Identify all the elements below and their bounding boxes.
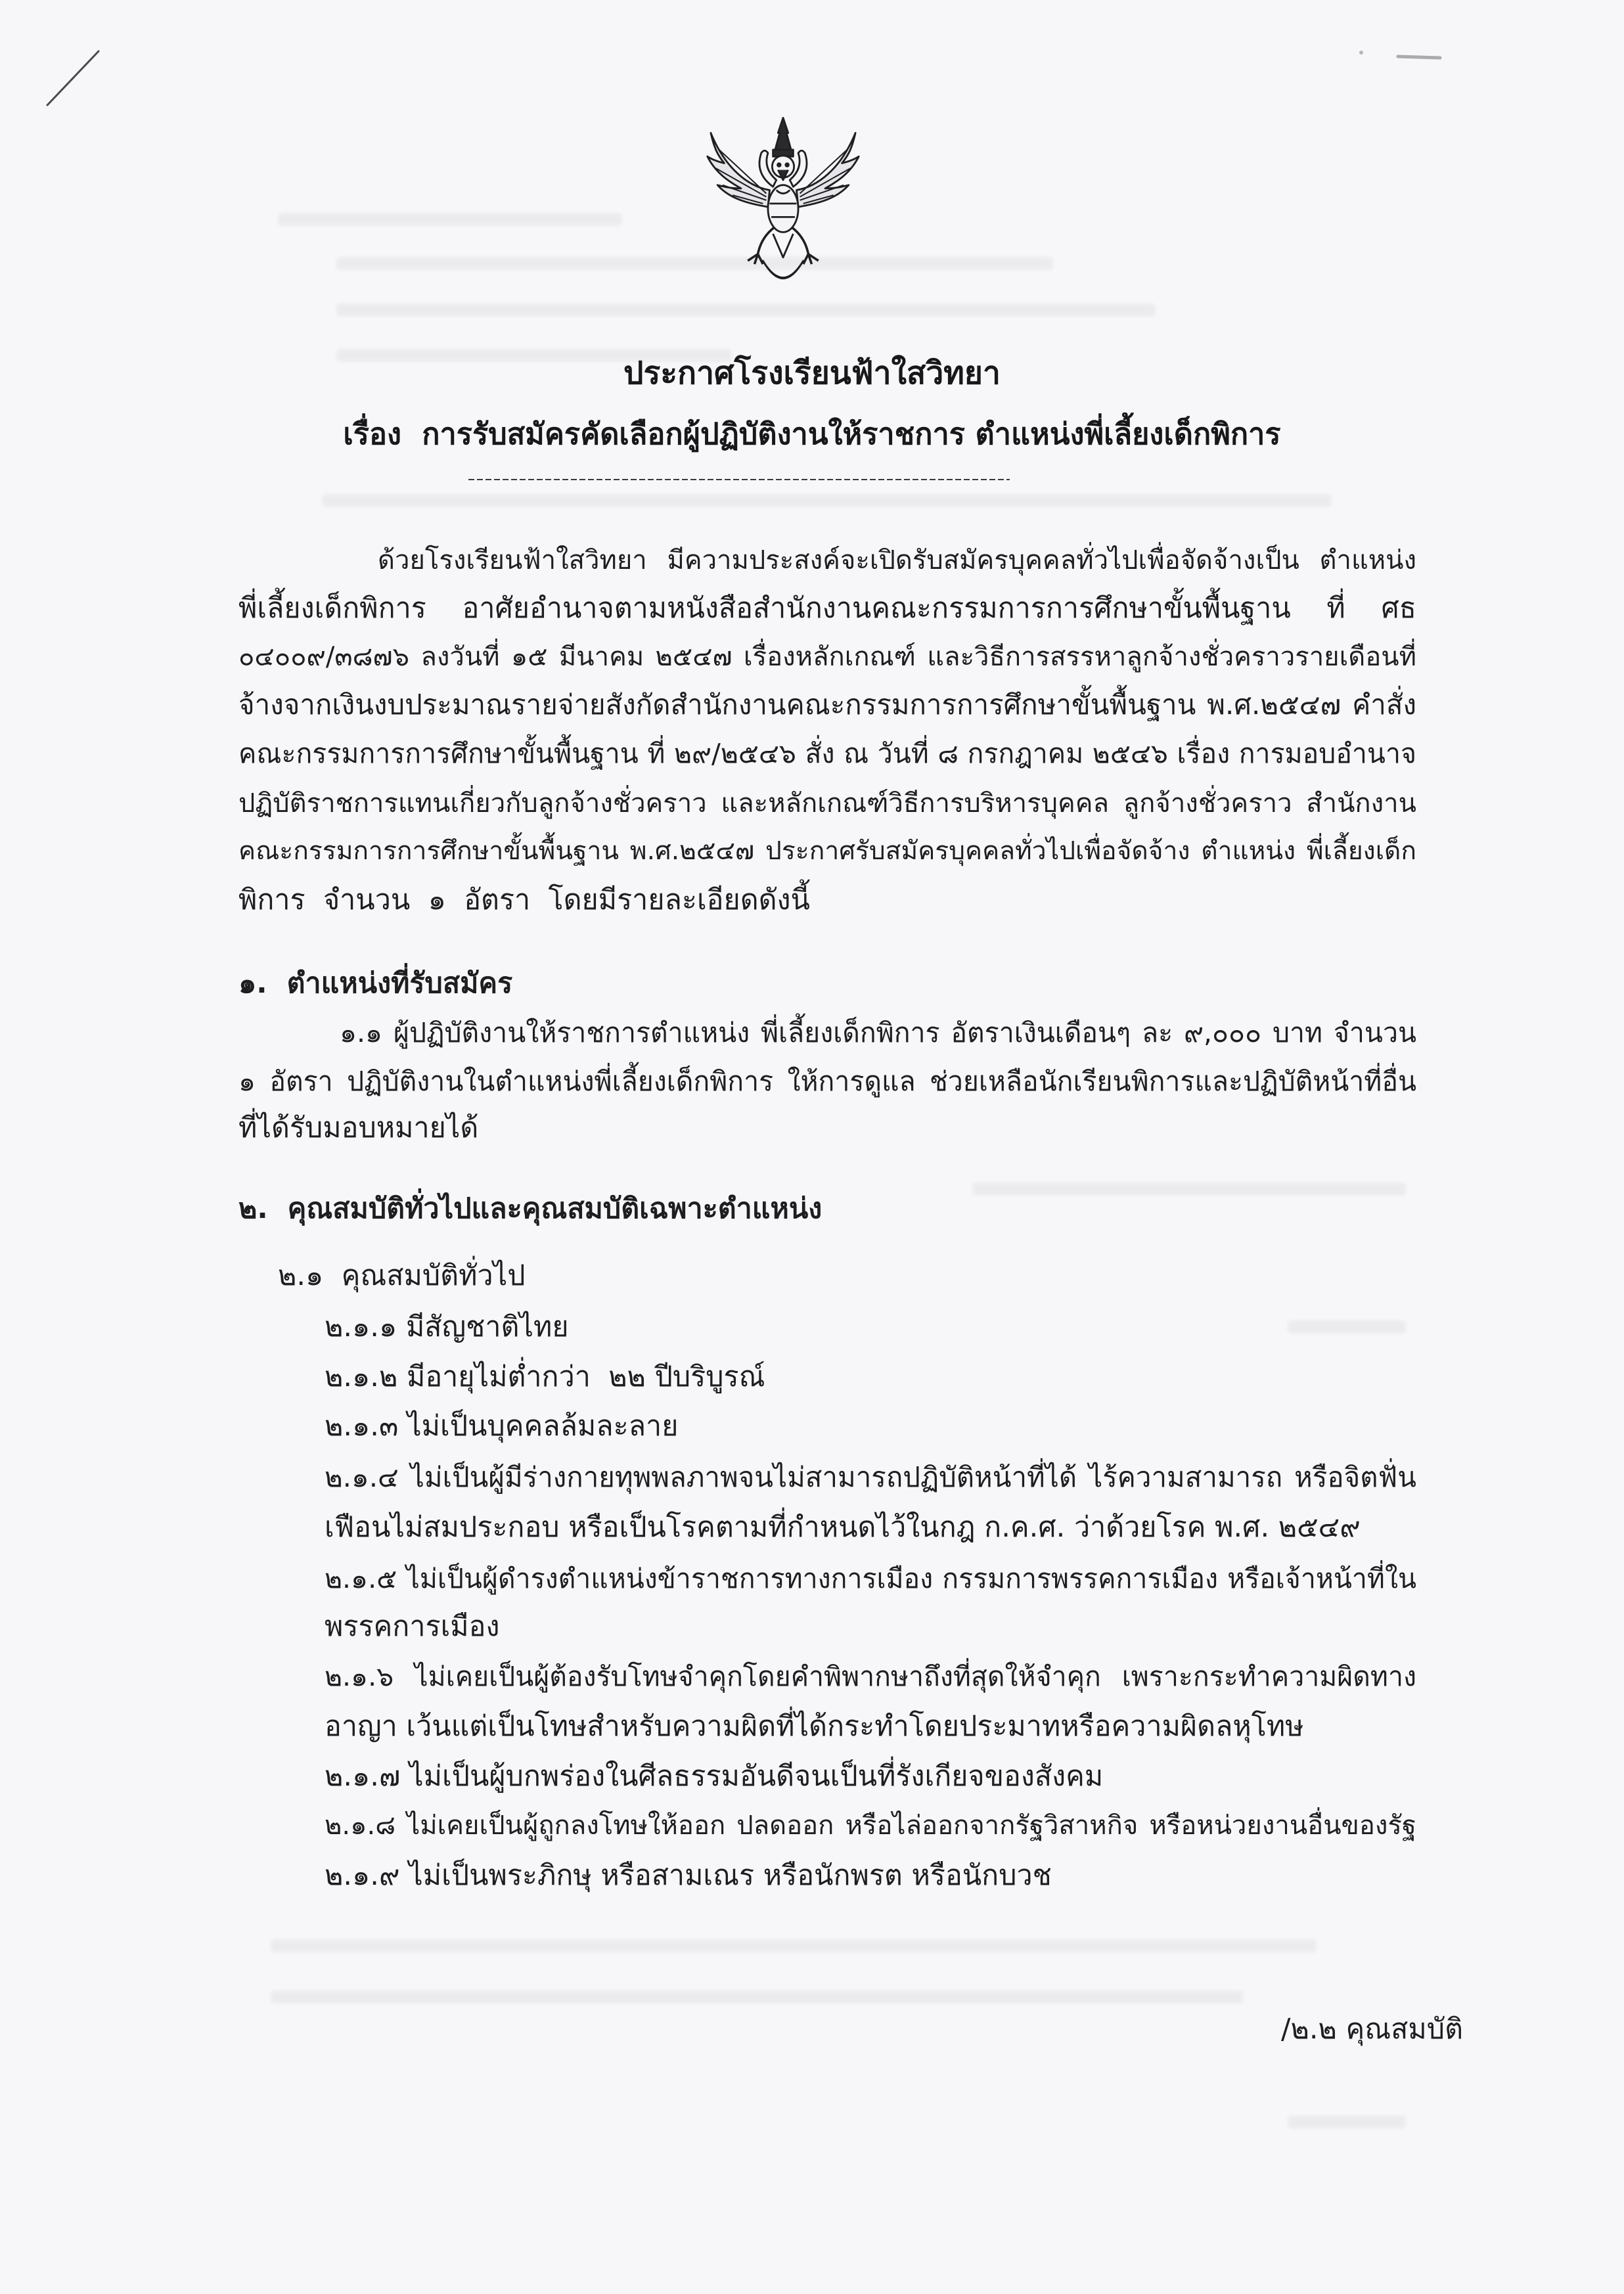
section-line: ๑ อัตรา ปฏิบัติงานในตำแหน่งพี่เลี้ยงเด็กพิการ ให้การดูแล ช่วยเหลือนักเรียนพิการและปฏิบัติหน้าที่อื่น: [238, 1066, 1416, 1097]
intro-line: คณะกรรมการการศึกษาขั้นพื้นฐาน ที่ ๒๙/๒๕๔๖ สั่ง ณ วันที่ ๘ กรกฎาคม ๒๕๔๖ เรื่อง การมอบอำนาจ: [238, 738, 1416, 769]
section-subheading: ๒.๑ คุณสมบัติทั่วไป: [278, 1259, 526, 1292]
qualification-line: ๒.๑.๕ ไม่เป็นผู้ดำรงตำแหน่งข้าราชการทางการเมือง กรรมการพรรคการเมือง หรือเจ้าหน้าที่ใน: [325, 1563, 1416, 1594]
qualification-line: ๒.๑.๑ มีสัญชาติไทย: [325, 1311, 569, 1343]
pen-mark: [47, 51, 99, 105]
qualification-line: ๒.๑.๒ มีอายุไม่ต่ำกว่า ๒๒ ปีบริบูรณ์: [325, 1361, 765, 1393]
document-subject: เรื่อง การรับสมัครคัดเลือกผู้ปฏิบัติงานให้ราชการ ตำแหน่งพี่เลี้ยงเด็กพิการ: [343, 416, 1281, 451]
intro-line: คณะกรรมการการศึกษาขั้นพื้นฐาน พ.ศ.๒๕๔๗ ประกาศรับสมัครบุคคลทั่วไปเพื่อจัดจ้าง ตำแหน่ง พี่เลี้ยงเด็ก: [238, 836, 1416, 866]
intro-line: ๐๔๐๐๙/๓๘๗๖ ลงวันที่ ๑๕ มีนาคม ๒๕๔๗ เรื่องหลักเกณฑ์ และวิธีการสรรหาลูกจ้างชั่วคราวรายเดือนที่: [238, 642, 1416, 672]
section-heading: ๒. คุณสมบัติทั่วไปและคุณสมบัติเฉพาะตำแหน่ง: [238, 1192, 823, 1225]
qualification-line: ๒.๑.๘ ไม่เคยเป็นผู้ถูกลงโทษให้ออก ปลดออก หรือไล่ออกจากรัฐวิสาหกิจ หรือหน่วยงานอื่นของรัฐ: [325, 1810, 1416, 1841]
qualification-line: ๒.๑.๔ ไม่เป็นผู้มีร่างกายทุพพลภาพจนไม่สามารถปฏิบัติหน้าที่ได้ ไร้ความสามารถ หรือจิตฟั่น: [325, 1461, 1416, 1493]
qualification-line: อาญา เว้นแต่เป็นโทษสำหรับความผิดที่ได้กระทำโดยประมาทหรือความผิดลหุโทษ: [325, 1710, 1304, 1743]
qualification-line: ๒.๑.๖ ไม่เคยเป็นผู้ต้องรับโทษจำคุกโดยคำพิพากษาถึงที่สุดให้จำคุก เพราะกระทำความผิดทาง: [325, 1661, 1416, 1692]
qualification-line: พรรคการเมือง: [325, 1610, 500, 1643]
document-title: ประกาศโรงเรียนฟ้าใสวิทยา: [623, 355, 1001, 392]
intro-line: ปฏิบัติราชการแทนเกี่ยวกับลูกจ้างชั่วคราว และหลักเกณฑ์วิธีการบริหารบุคคล ลูกจ้างชั่วคราว สำนักงาน: [238, 788, 1416, 819]
intro-line: พิการ จำนวน ๑ อัตรา โดยมีรายละเอียดดังนี้: [238, 884, 810, 916]
intro-line: พี่เลี้ยงเด็กพิการ อาศัยอำนาจตามหนังสือสำนักงานคณะกรรมการการศึกษาขั้นพื้นฐาน ที่ ศธ: [238, 592, 1416, 625]
bleed-through-text: [336, 257, 1053, 270]
bleed-through-text: [271, 1939, 1317, 1952]
bleed-through-text: [278, 213, 622, 226]
qualification-line: เฟือนไม่สมประกอบ หรือเป็นโรคตามที่กำหนดไว้ในกฎ ก.ค.ศ. ว่าด้วยโรค พ.ศ. ๒๕๔๙: [325, 1511, 1361, 1544]
scan-smudge: [1398, 56, 1440, 58]
scan-smudge: [1359, 51, 1363, 55]
garuda-emblem: [699, 116, 867, 298]
qualification-line: ๒.๑.๓ ไม่เป็นบุคคลล้มละลาย: [325, 1410, 679, 1443]
section-line: ๑.๑ ผู้ปฏิบัติงานให้ราชการตำแหน่ง พี่เลี้ยงเด็กพิการ อัตราเงินเดือนๆ ละ ๙,๐๐๐ บาท จำนวน: [340, 1017, 1416, 1048]
qualification-line: ๒.๑.๙ ไม่เป็นพระภิกษุ หรือสามเณร หรือนักพรต หรือนักบวช: [325, 1859, 1052, 1892]
bleed-through-text: [1288, 2115, 1406, 2128]
separator-rule: [468, 479, 1010, 480]
continuation-note: /๒.๒ คุณสมบัติ: [1281, 2013, 1463, 2046]
section-heading: ๑. ตำแหน่งที่รับสมัคร: [238, 967, 513, 1000]
section-line: ที่ได้รับมอบหมายได้: [238, 1112, 479, 1144]
intro-line: ด้วยโรงเรียนฟ้าใสวิทยา มีความประสงค์จะเปิดรับสมัครบุคคลทั่วไปเพื่อจัดจ้างเป็น ตำแหน่ง: [378, 545, 1416, 575]
bleed-through-text: [336, 304, 1156, 317]
qualification-line: ๒.๑.๗ ไม่เป็นผู้บกพร่องในศีลธรรมอันดีจนเป็นที่รังเกียจของสังคม: [325, 1760, 1104, 1793]
bleed-through-text: [271, 1990, 1243, 2004]
bleed-through-text: [322, 494, 1332, 507]
intro-line: จ้างจากเงินงบประมาณรายจ่ายสังกัดสำนักงานคณะกรรมการการศึกษาขั้นพื้นฐาน พ.ศ.๒๕๔๗ คำสั่ง: [238, 688, 1416, 721]
